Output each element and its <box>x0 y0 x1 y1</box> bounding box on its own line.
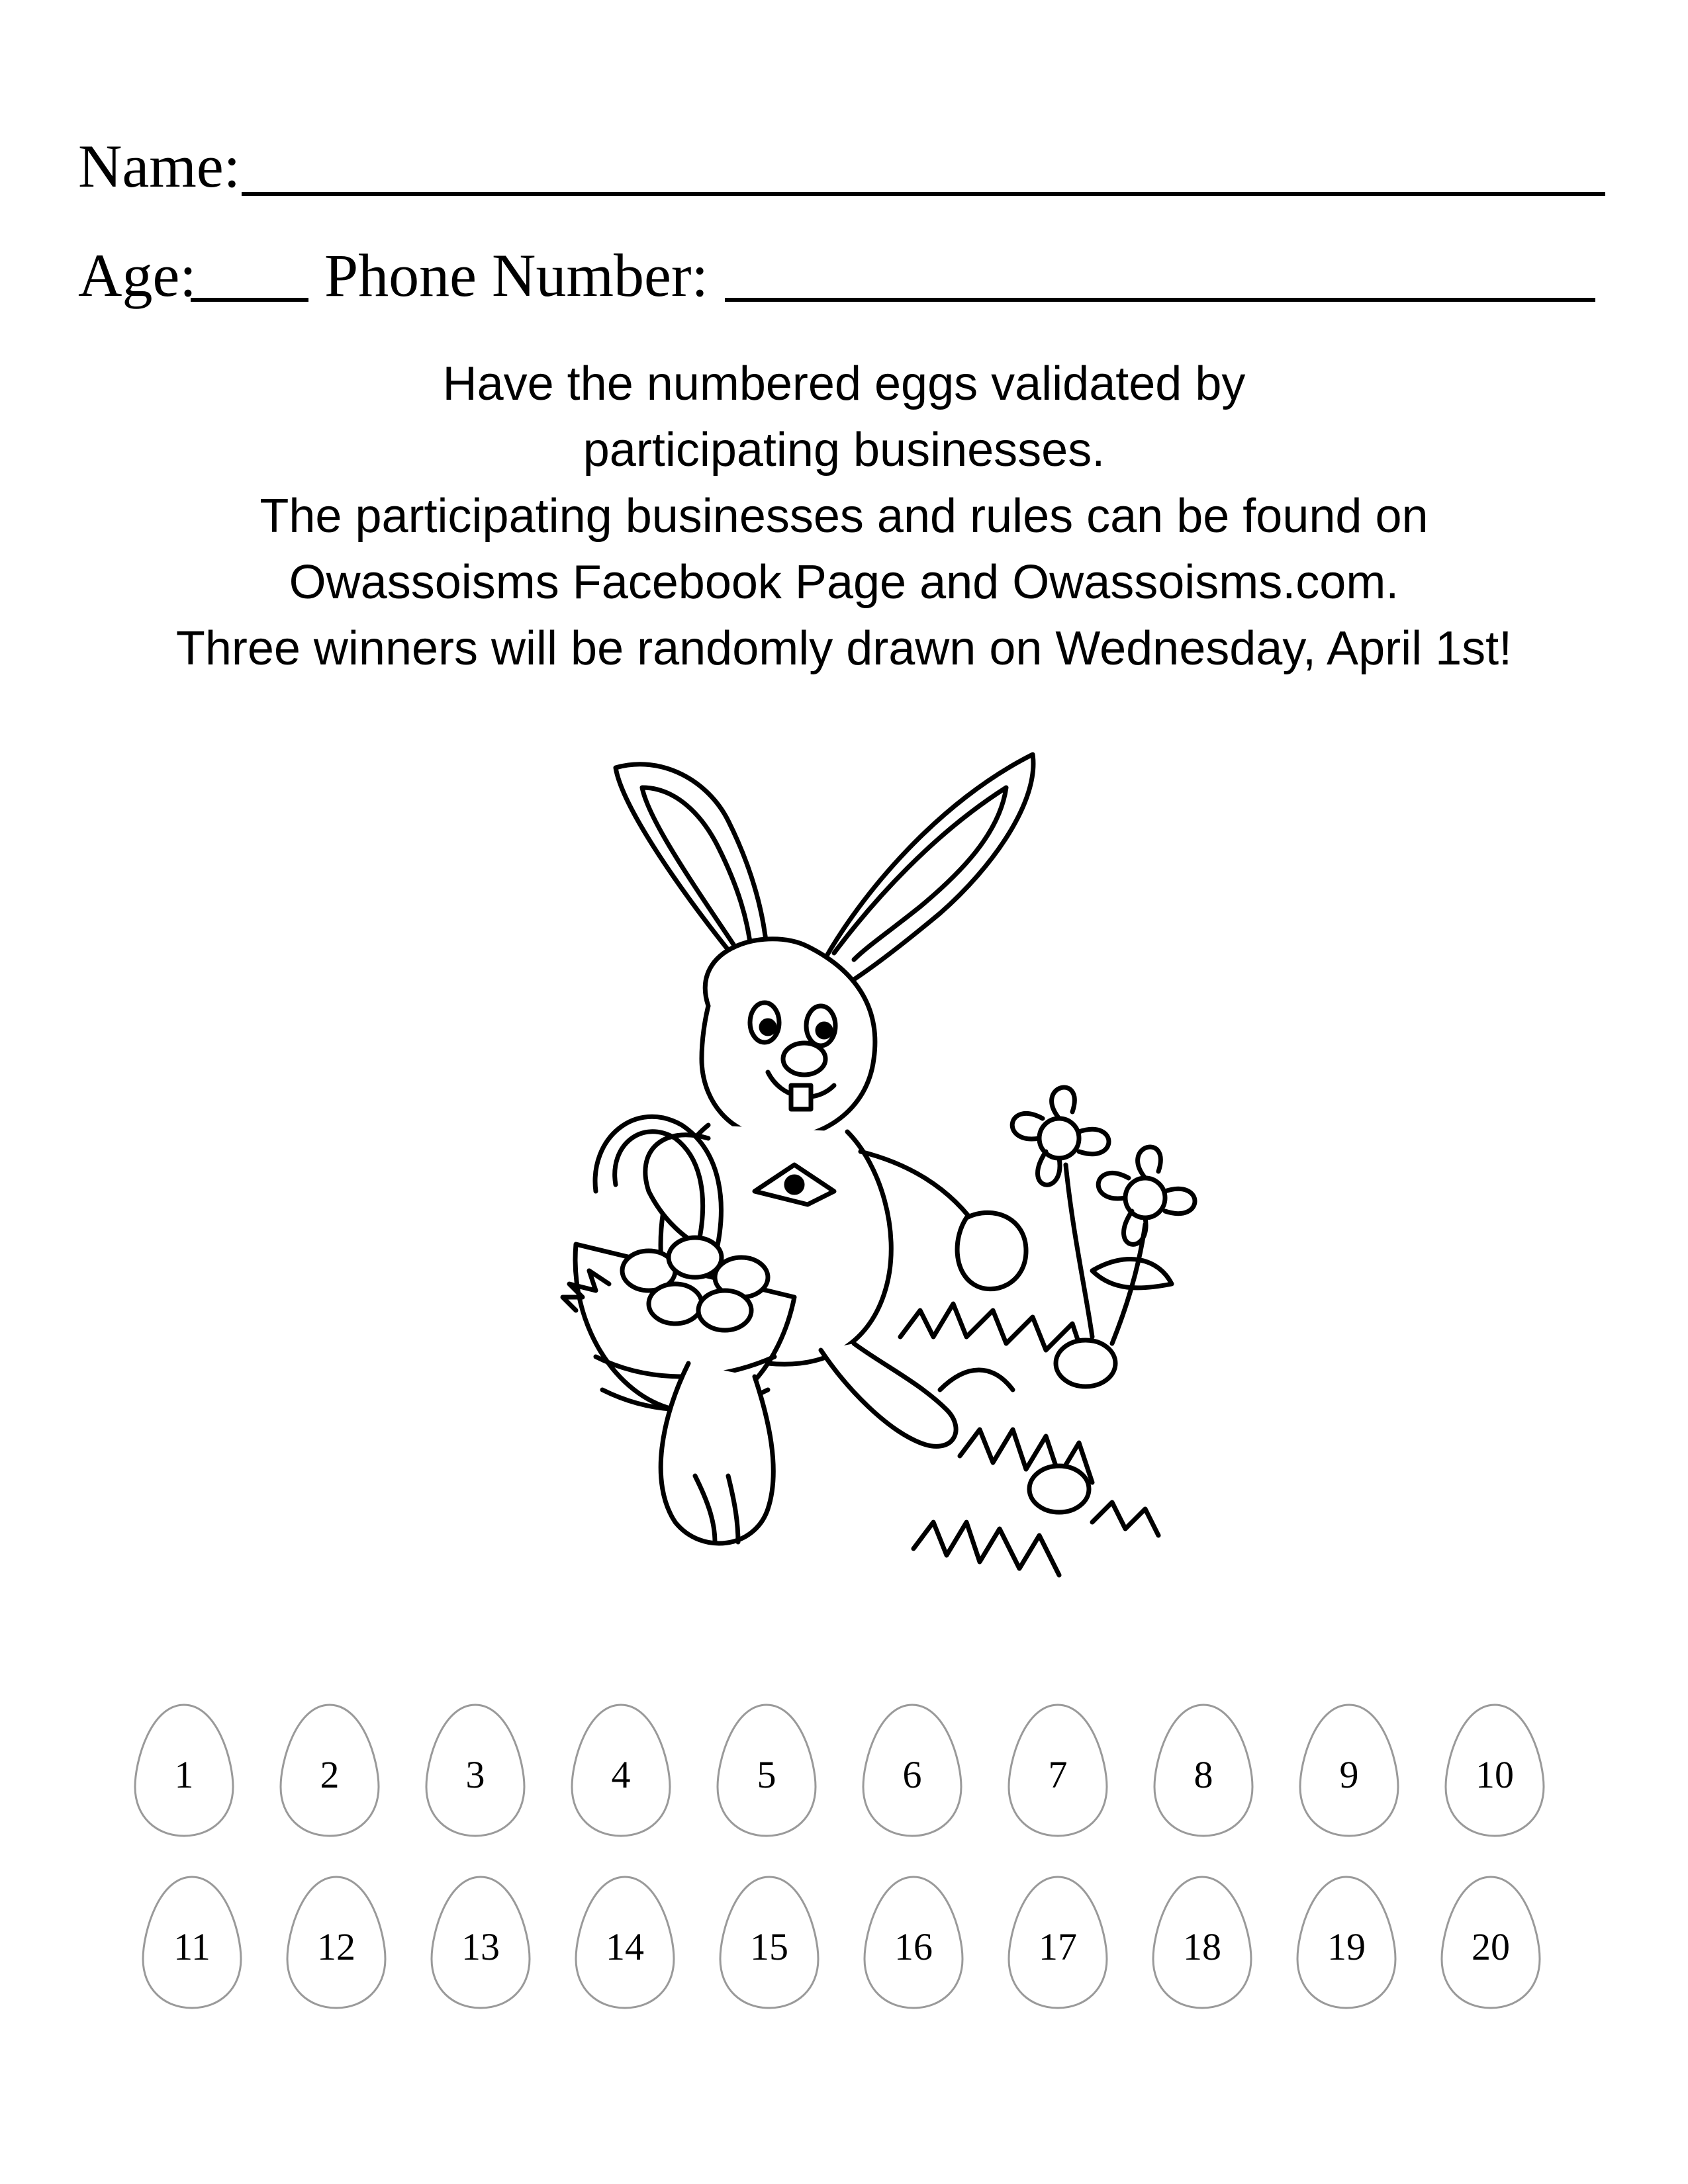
egg-19[interactable] <box>1293 1873 1399 2012</box>
egg-number: 2 <box>320 1753 340 1796</box>
age-field-row <box>78 242 197 309</box>
egg-number: 15 <box>750 1925 788 1968</box>
phone-input-line[interactable] <box>725 298 1595 302</box>
egg-number: 16 <box>894 1925 933 1968</box>
age-label: Age: <box>78 242 197 309</box>
phone-label: Phone Number: <box>324 242 709 309</box>
egg-5[interactable] <box>714 1701 820 1840</box>
egg-9[interactable] <box>1296 1701 1402 1840</box>
egg-3[interactable] <box>422 1701 528 1840</box>
instructions <box>0 351 1688 682</box>
egg-number: 13 <box>461 1925 500 1968</box>
egg-13[interactable] <box>428 1873 534 2012</box>
age-input-line[interactable] <box>191 298 308 302</box>
egg-6[interactable] <box>859 1701 965 1840</box>
egg-number: 10 <box>1476 1753 1514 1796</box>
phone-field-row <box>324 242 709 309</box>
egg-number: 17 <box>1039 1925 1077 1968</box>
egg-number: 18 <box>1183 1925 1221 1968</box>
instructions-line-2: participating businesses. <box>583 424 1105 477</box>
egg-number: 3 <box>465 1753 485 1796</box>
egg-16[interactable] <box>861 1873 966 2012</box>
egg-number: 7 <box>1048 1753 1068 1796</box>
egg-number: 1 <box>174 1753 194 1796</box>
egg-2[interactable] <box>277 1701 383 1840</box>
instructions-line-4: Owassoisms Facebook Page and Owassoisms.com. <box>289 556 1399 609</box>
egg-number: 20 <box>1472 1925 1510 1968</box>
egg-10[interactable] <box>1442 1701 1548 1840</box>
egg-4[interactable] <box>568 1701 674 1840</box>
egg-18[interactable] <box>1149 1873 1255 2012</box>
instructions-line-1: Have the numbered eggs validated by <box>442 357 1246 410</box>
egg-8[interactable] <box>1150 1701 1256 1840</box>
name-field-row <box>78 132 241 200</box>
egg-number: 9 <box>1339 1753 1359 1796</box>
name-input-line[interactable] <box>242 192 1605 196</box>
name-label: Name: <box>78 132 241 200</box>
egg-number: 14 <box>606 1925 644 1968</box>
egg-12[interactable] <box>283 1873 389 2012</box>
egg-number: 6 <box>902 1753 922 1796</box>
egg-15[interactable] <box>716 1873 822 2012</box>
egg-number: 5 <box>757 1753 776 1796</box>
easter-bunny-illustration <box>397 728 1324 1655</box>
egg-1[interactable] <box>131 1701 237 1840</box>
egg-11[interactable] <box>139 1873 245 2012</box>
egg-17[interactable] <box>1005 1873 1111 2012</box>
egg-number: 12 <box>317 1925 355 1968</box>
egg-20[interactable] <box>1438 1873 1544 2012</box>
egg-14[interactable] <box>572 1873 678 2012</box>
instructions-line-3: The participating businesses and rules can be found on <box>259 490 1429 543</box>
instructions-line-5: Three winners will be randomly drawn on Wednesday, April 1st! <box>175 622 1513 675</box>
egg-number: 11 <box>173 1925 211 1968</box>
egg-number: 19 <box>1327 1925 1366 1968</box>
egg-7[interactable] <box>1005 1701 1111 1840</box>
egg-number: 4 <box>611 1753 631 1796</box>
egg-number: 8 <box>1194 1753 1213 1796</box>
easter-bunny-with-basket-icon <box>397 728 1324 1655</box>
